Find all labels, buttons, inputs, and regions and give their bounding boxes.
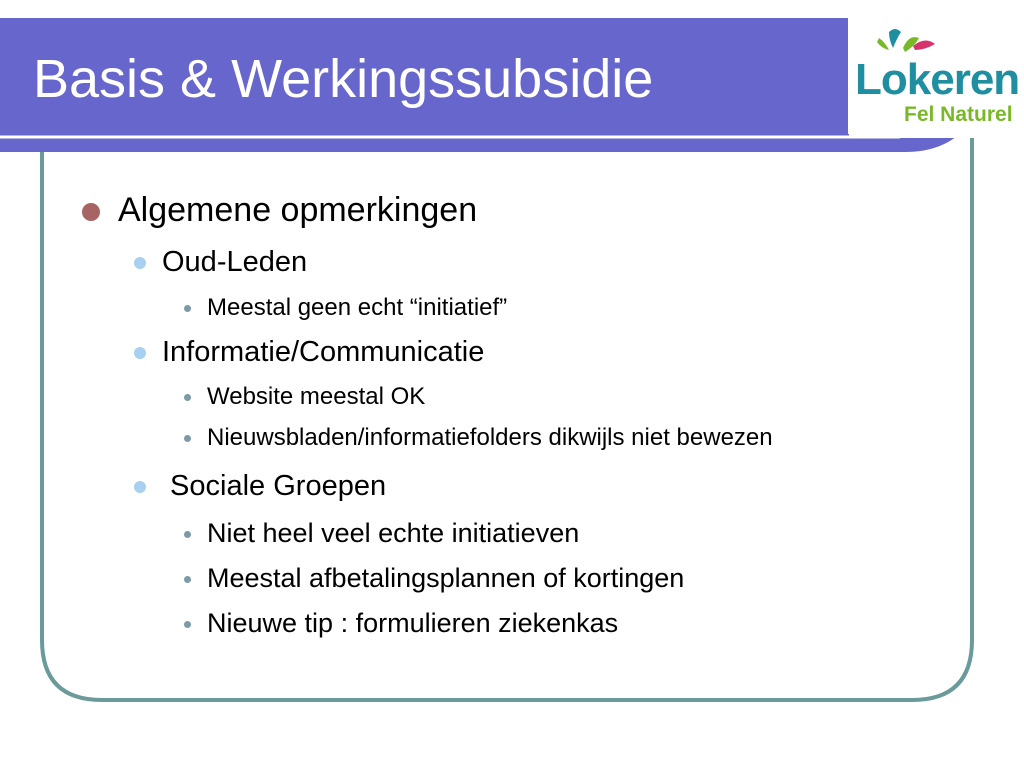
- slide-title: Basis & Werkingssubsidie: [33, 49, 654, 109]
- section-oud-leden: Oud-Leden: [162, 246, 308, 278]
- bullet-level3-icon: [184, 305, 191, 312]
- logo-tagline: Fel Naturel: [904, 103, 1013, 126]
- bullet-level2-icon: [134, 347, 146, 359]
- bullet-level3-icon: [184, 531, 191, 538]
- point-sociale-2: Meestal afbetalingsplannen of kortingen: [207, 563, 685, 593]
- section-informatie-communicatie: Informatie/Communicatie: [162, 336, 485, 368]
- bullet-level3-icon: [184, 576, 191, 583]
- bullet-level1-icon: [82, 203, 100, 221]
- heading-algemene-opmerkingen: Algemene opmerkingen: [118, 191, 478, 229]
- bullet-level3-icon: [184, 621, 191, 628]
- logo-name: Lokeren: [855, 55, 1020, 104]
- bullet-level2-icon: [134, 481, 146, 493]
- point-informatie-1: Website meestal OK: [207, 383, 426, 410]
- point-oud-leden-1: Meestal geen echt “initiatief”: [207, 294, 508, 321]
- point-sociale-3: Nieuwe tip : formulieren ziekenkas: [207, 608, 619, 638]
- bullet-level3-icon: [184, 435, 191, 442]
- point-informatie-2: Nieuwsbladen/informatiefolders dikwijls niet bewezen: [207, 424, 773, 451]
- point-sociale-1: Niet heel veel echte initiatieven: [207, 518, 580, 548]
- bullet-level2-icon: [134, 257, 146, 269]
- section-sociale-groepen: Sociale Groepen: [162, 470, 387, 502]
- bullet-level3-icon: [184, 394, 191, 401]
